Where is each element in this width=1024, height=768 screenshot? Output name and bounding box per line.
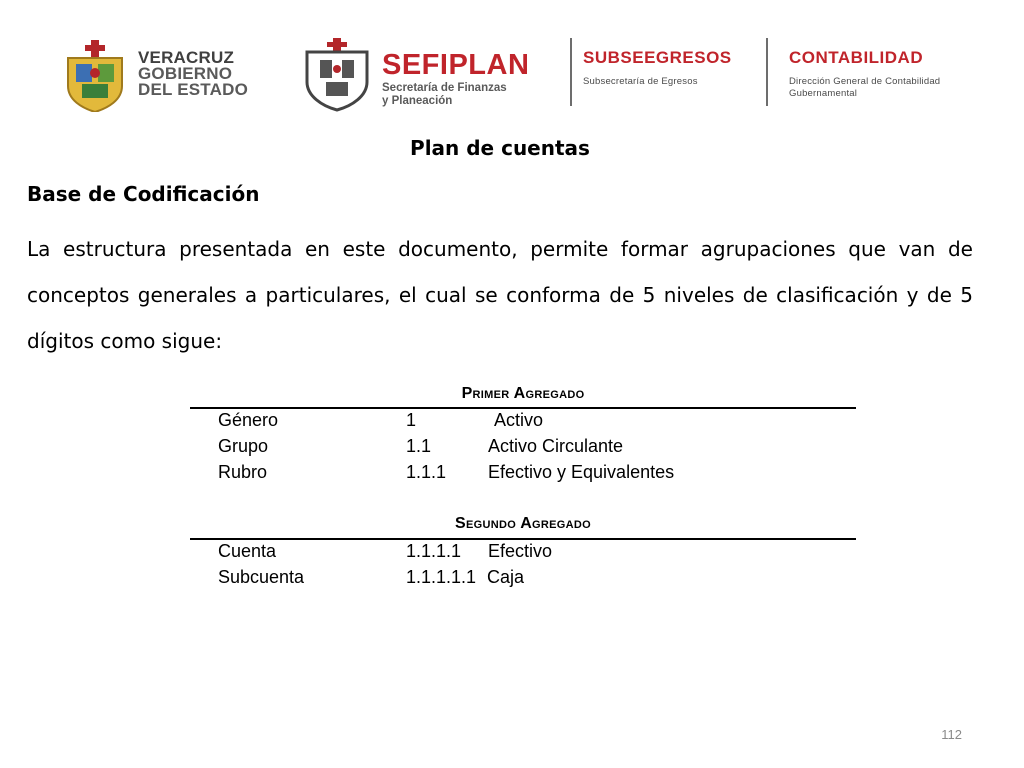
level-cell: Grupo <box>218 436 269 456</box>
sefiplan-sub2: y Planeación <box>382 95 453 107</box>
code-cell: 1.1.1.1 <box>406 541 462 561</box>
contabilidad-subtitle1: Dirección General de Contabilidad <box>789 76 941 87</box>
veracruz-line2: GOBIERNO <box>138 64 233 83</box>
level-cell: Cuenta <box>218 541 277 561</box>
code-cell: 1.1 <box>406 436 432 456</box>
name-cell: Caja <box>487 567 525 587</box>
code-cell: 1.1.1.1.1 <box>406 567 477 587</box>
sefiplan-brand: SEFIPLAN <box>382 49 530 81</box>
primer-agregado-title: Primer Agregado <box>461 385 585 402</box>
page-number: 112 <box>941 727 962 742</box>
name-cell: Efectivo <box>488 541 553 561</box>
sefiplan-subtitle <box>382 82 507 108</box>
contabilidad-subtitle <box>789 76 940 100</box>
header-divider-1 <box>570 38 572 106</box>
subsegresos-title: SUBSEEGRESOS <box>583 48 732 67</box>
name-cell: Activo Circulante <box>488 436 624 456</box>
code-cell: 1 <box>406 410 417 430</box>
segundo-agregado-title: Segundo Agregado <box>455 515 591 532</box>
name-cell: Efectivo y Equivalentes <box>488 462 675 482</box>
veracruz-line1: VERACRUZ <box>138 48 235 67</box>
contabilidad-title: CONTABILIDAD <box>789 48 924 67</box>
primer-agregado-rule <box>190 407 856 409</box>
table-row <box>0 436 900 462</box>
level-cell: Subcuenta <box>218 567 305 587</box>
table-row <box>0 462 900 488</box>
sefiplan-sub1: Secretaría de Finanzas <box>382 82 507 94</box>
veracruz-line3: DEL ESTADO <box>138 80 248 99</box>
contabilidad-block <box>789 48 940 100</box>
name-cell: Activo <box>494 410 544 430</box>
intro-paragraph: La estructura presentada en este documento, permite formar agrupaciones que van de conceptos generales a particulares, el cual se conforma de 5 niveles de clasificación y de 5 dígitos como sigue: <box>27 237 973 353</box>
table-row <box>0 567 900 593</box>
table-row <box>0 410 900 436</box>
veracruz-coat-of-arms-icon <box>62 40 128 112</box>
level-cell: Rubro <box>218 462 268 482</box>
document-title: Plan de cuentas <box>410 136 590 160</box>
level-cell: Género <box>218 410 279 430</box>
subsegresos-block <box>583 48 732 88</box>
header-divider-2 <box>766 38 768 106</box>
veracruz-wordmark <box>138 50 248 98</box>
contabilidad-subtitle2: Gubernamental <box>789 88 858 99</box>
section-heading: Base de Codificación <box>27 182 260 206</box>
veracruz-logo <box>62 36 252 116</box>
table-row <box>0 541 900 567</box>
code-cell: 1.1.1 <box>406 462 447 482</box>
sefiplan-logo <box>302 36 552 116</box>
subsegresos-subtitle: Subsecretaría de Egresos <box>583 76 698 87</box>
segundo-agregado-rule <box>190 538 856 540</box>
sefiplan-shield-icon <box>302 38 372 112</box>
